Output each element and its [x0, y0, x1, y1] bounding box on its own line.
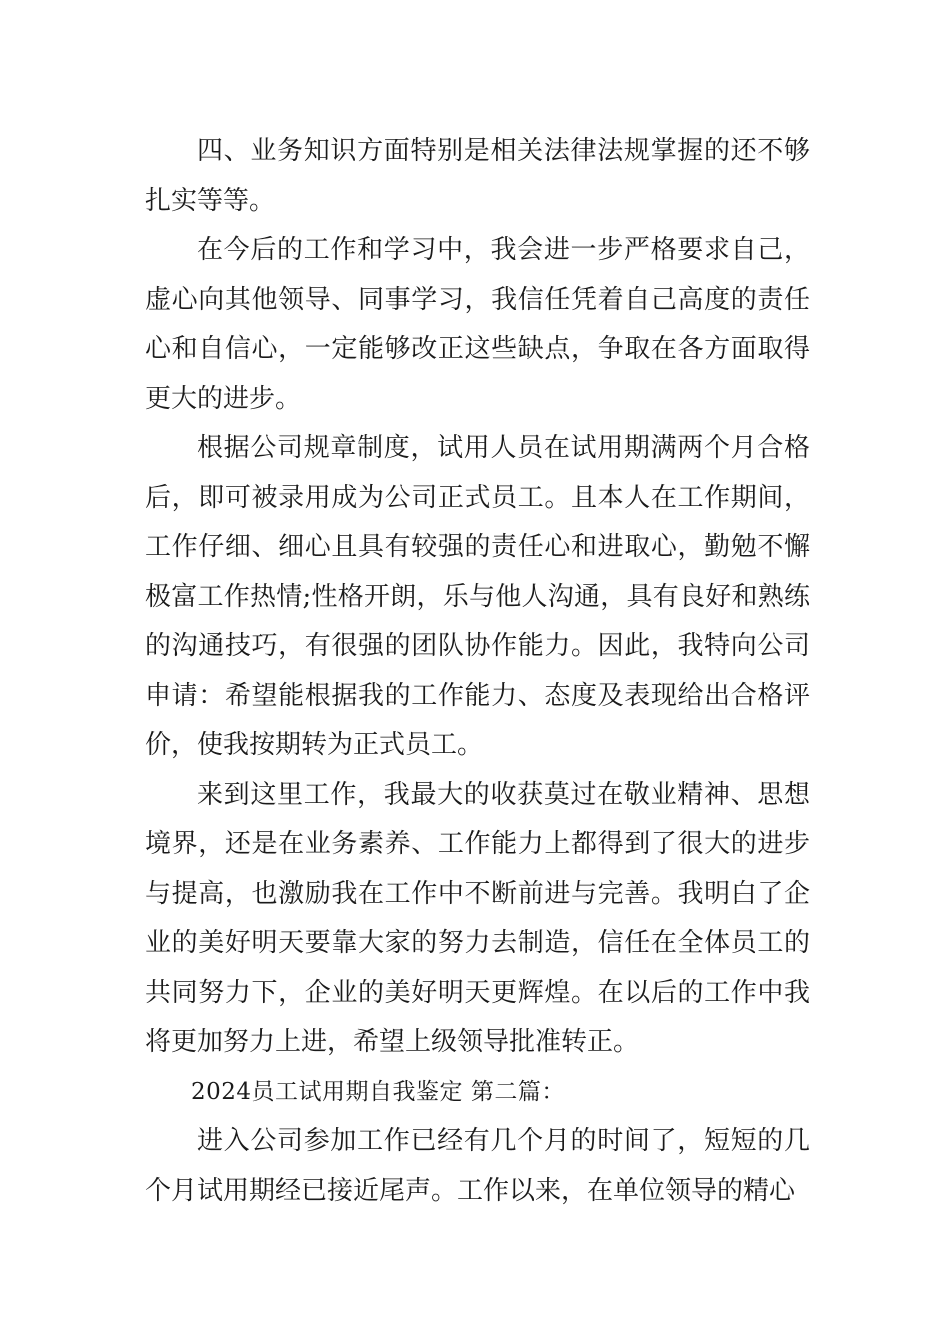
section-heading: 2024员工试用期自我鉴定 第二篇： [191, 1078, 565, 1105]
paragraph: 根据公司规章制度，试用人员在试用期满两个月合格后，即可被录用成为公司正式员工。且本人在工作期间，工作仔细、细心且具有较强的责任心和进取心，勤勉不懈极富工作热情;性格开朗，乐与他人沟通，具有良好和熟练的沟通技巧，有很强的团队协作能力。因此，我特向公司申请：希望能根据我的工作能力、态度及表现给出合格评价，使我按期转为正式员工。 [145, 433, 810, 760]
paragraph: 四、业务知识方面特别是相关法律法规掌握的还不够扎实等等。 [145, 136, 810, 216]
paragraph: 来到这里工作，我最大的收获莫过在敬业精神、思想境界，还是在业务素养、工作能力上都得到了很大的进步与提高，也激励我在工作中不断前进与完善。我明白了企业的美好明天要靠大家的努力去制造，信任在全体员工的共同努力下，企业的美好明天更辉煌。在以后的工作中我将更加努力上进，希望上级领导批准转正。 [145, 779, 810, 1057]
document-page [145, 127, 810, 1216]
paragraph: 进入公司参加工作已经有几个月的时间了，短短的几个月试用期经已接近尾声。工作以来，在单位领导的精心 [145, 1126, 810, 1206]
paragraph: 在今后的工作和学习中，我会进一步严格要求自己，虚心向其他领导、同事学习，我信任凭着自己高度的责任心和自信心，一定能够改正这些缺点，争取在各方面取得更大的进步。 [145, 235, 810, 414]
